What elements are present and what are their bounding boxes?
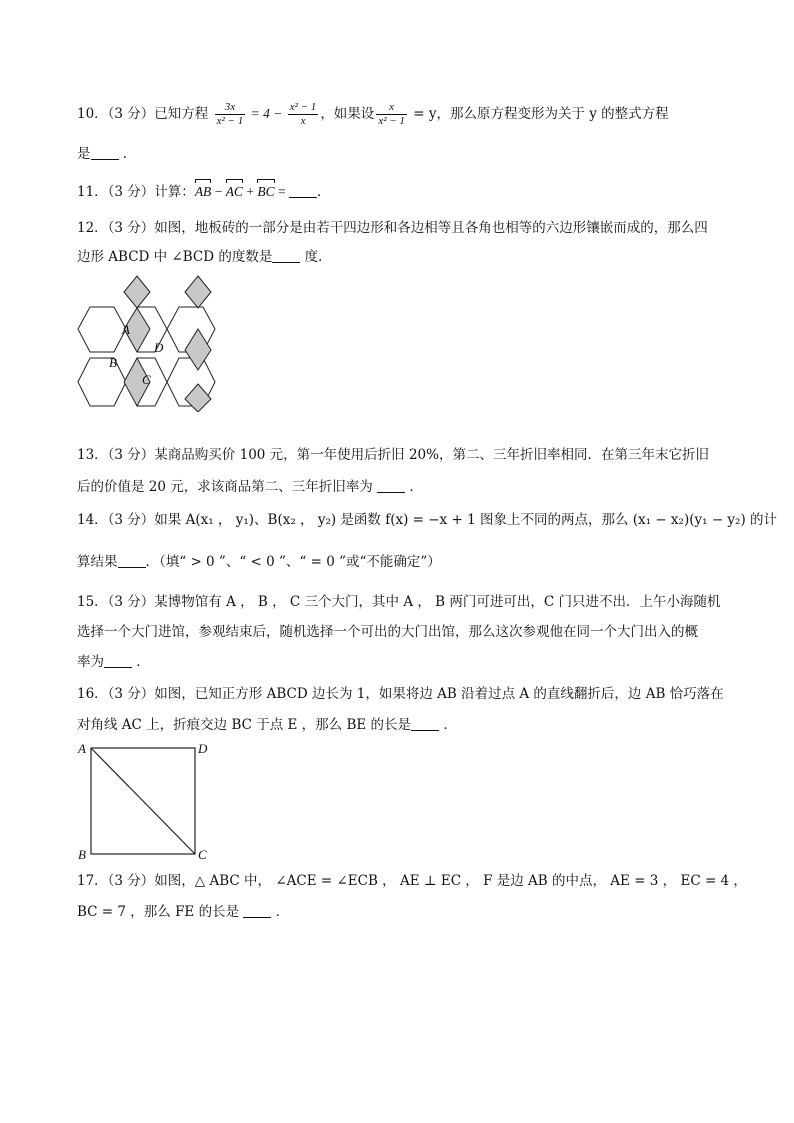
q12-line2-a: 边形 ABCD 中 ∠BCD 的度数是	[77, 249, 273, 265]
question-10-line-1	[77, 100, 669, 128]
answer-blank-17[interactable]	[243, 903, 271, 918]
label-a: A	[78, 741, 86, 756]
q14-line1: 14．（3 分）如果 A(x₁ ， y₁)、B(x₂ ， y₂) 是函数 f(x) = −x + 1 图象上不同的两点，那么 (x₁ − x₂)(y₁ − y₂) 的计	[77, 512, 778, 528]
q14-line2-a: 算结果	[77, 554, 118, 570]
question-14-line-2	[77, 548, 441, 576]
rhombus-4	[185, 329, 211, 370]
vector-ac: AC	[226, 178, 243, 206]
question-15-line-1	[77, 588, 721, 616]
vector-ab: AB	[195, 178, 212, 206]
question-16-line-2	[77, 711, 457, 739]
diagonal-ac	[91, 748, 195, 854]
q17-line1: 17．（3 分）如图，△ ABC 中， ∠ACE = ∠ECB ， AE ⊥ EC ， F 是边 AB 的中点， AE = 3 ， EC = 4 ，	[77, 873, 747, 889]
question-13-line-1	[77, 441, 709, 469]
q11-end: ．	[316, 184, 331, 200]
answer-blank-12[interactable]	[272, 248, 300, 263]
hexagon-bottom-left	[78, 358, 126, 406]
q10-frac2-den: x	[300, 115, 306, 127]
q16-line1: 16．（3 分）如图，已知正方形 ABCD 边长为 1，如果将边 AB 沿着过点 A 的直线翻折后，边 AB 恰巧落在	[77, 686, 724, 702]
question-16-line-1	[77, 680, 724, 708]
q10-fraction-3	[376, 101, 407, 128]
label-d: D	[198, 741, 208, 756]
answer-blank-14[interactable]	[118, 553, 146, 568]
question-12-line-2	[77, 243, 332, 271]
question-11	[77, 178, 330, 206]
q15-line1: 15．（3 分）某博物馆有 A ， B ， C 三个大门，其中 A ， B 两门可进可出，C 门只进不出．上午小海随机	[77, 594, 721, 610]
answer-blank-10[interactable]	[91, 145, 119, 160]
label-c: C	[142, 372, 151, 387]
q10-end: ．	[122, 146, 137, 162]
label-b: B	[78, 847, 86, 862]
q13-line1: 13．（3 分）某商品购买价 100 元，第一年使用后折旧 20%，第二、三年折旧率相同．在第三年末它折旧	[77, 447, 709, 463]
answer-blank-15[interactable]	[104, 653, 132, 668]
q11-op2: +	[242, 184, 258, 199]
answer-blank-16[interactable]	[411, 716, 439, 731]
q10-frac1-den: x² − 1	[216, 115, 244, 127]
q13-line2-b: ．	[409, 479, 423, 495]
question-17-line-1	[77, 867, 747, 895]
q10-fraction-1	[215, 101, 246, 128]
q15-line3-a: 率为	[77, 654, 104, 670]
q11-op1: −	[211, 184, 226, 199]
q15-line2: 选择一个大门进馆，参观结束后，随机选择一个可出的大门出馆，那么这次参观他在同一个大门出入的概	[77, 624, 698, 640]
question-14-line-1	[77, 506, 777, 534]
square-figure	[70, 738, 220, 868]
rhombus-6	[185, 384, 211, 412]
answer-blank-13[interactable]	[377, 478, 405, 493]
q10-mid-2: ，如果设	[320, 106, 375, 122]
q16-line2-a: 对角线 AC 上，折痕交边 BC 于点 E ，那么 BE 的长是	[77, 717, 412, 733]
q10-frac3-den: x² − 1	[378, 115, 405, 127]
answer-blank-11[interactable]	[289, 183, 317, 198]
q10-line2: 是	[77, 146, 91, 162]
q10-mid-1: = 4 −	[247, 106, 286, 121]
q15-line3-b: ．	[136, 654, 150, 670]
q12-line1: 12．（3 分）如图，地板砖的一部分是由若干四边形和各边相等且各角也相等的六边形镶嵌而成的，那么四	[77, 220, 708, 236]
q10-frac1-num: 3x	[215, 101, 246, 115]
q11-prefix: 11．（3 分）计算：	[77, 184, 195, 200]
question-15-line-3	[77, 648, 150, 676]
q10-frac2-num: x² − 1	[289, 101, 317, 113]
question-17-line-2	[77, 898, 289, 926]
q10-frac3-num: x	[376, 101, 407, 115]
q11-eq: =	[274, 184, 289, 199]
label-b: B	[109, 355, 117, 370]
q16-line2-b: ．	[443, 717, 457, 733]
q12-line2-b: 度．	[300, 249, 332, 265]
question-15-line-2	[77, 618, 698, 646]
q17-line2-a: BC = 7 ，那么 FE 的长是	[77, 904, 240, 920]
vector-bc: BC	[257, 178, 274, 206]
label-a: A	[122, 322, 130, 337]
hexagon-top-left	[78, 307, 126, 352]
q10-fraction-2	[288, 101, 319, 128]
question-10-line-2	[77, 140, 136, 168]
label-c: C	[198, 847, 207, 862]
rhombus-2	[185, 276, 211, 308]
q14-line2-b: ．（填“ > 0 ”、“ < 0 ”、“ = 0 ”或“不能确定”）	[145, 554, 441, 570]
tiling-figure	[70, 272, 220, 412]
question-12-line-1	[77, 214, 708, 242]
q10-prefix: 10．（3 分）已知方程	[77, 106, 209, 122]
q13-line2-a: 后的价值是 20 元，求该商品第二、三年折旧率为	[77, 479, 373, 495]
q17-line2-b: ．	[275, 904, 290, 920]
label-d: D	[154, 340, 164, 355]
rhombus-1	[124, 276, 150, 308]
question-13-line-2	[77, 473, 423, 501]
q10-mid-3: = y，那么原方程变形为关于 y 的整式方程	[408, 106, 669, 122]
